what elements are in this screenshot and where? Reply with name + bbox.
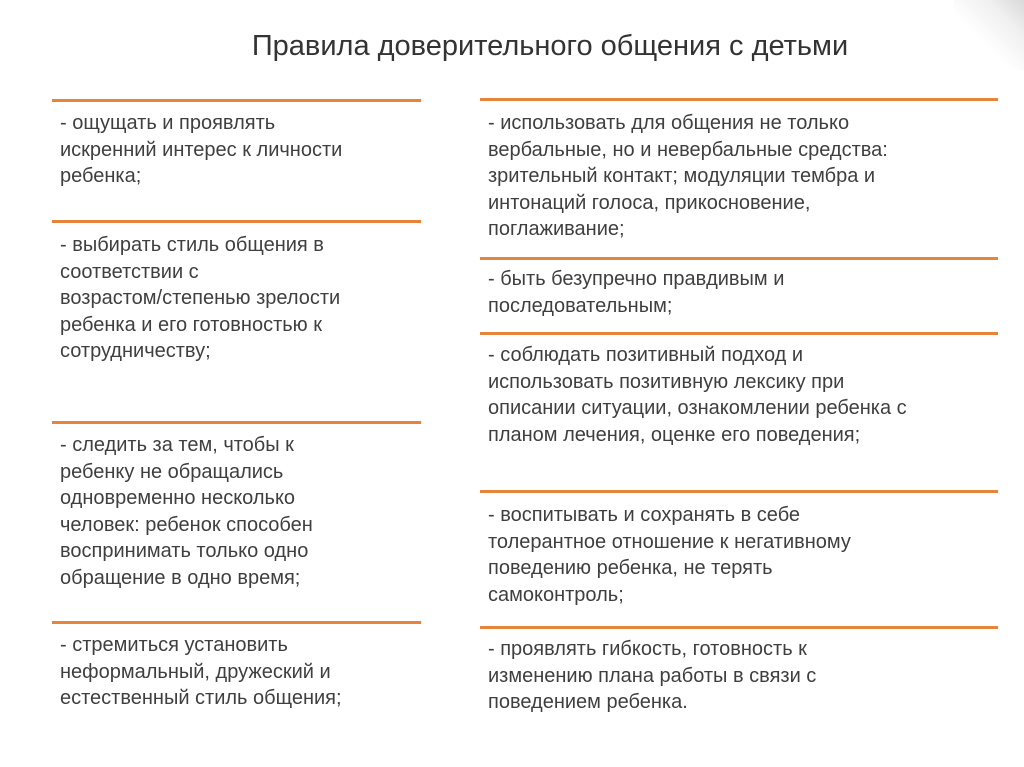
rule-line-text: изменению плана работы в связи с bbox=[488, 664, 817, 687]
left-separator-2 bbox=[52, 220, 421, 223]
right-rule-3 bbox=[488, 342, 907, 448]
rule-line-text: интонаций голоса, прикосновение, bbox=[488, 191, 811, 214]
left-rule-4 bbox=[60, 632, 342, 712]
rule-line-text: зрительный контакт; модуляции тембра и bbox=[488, 165, 876, 187]
rule-line-text: одновременно несколько bbox=[60, 487, 296, 509]
rule-line-text: ребенка; bbox=[60, 165, 142, 187]
left-rule-2 bbox=[60, 232, 340, 365]
left-rule-3 bbox=[60, 432, 313, 591]
rule-line-text: соответствии с bbox=[60, 260, 199, 283]
right-rule-1 bbox=[488, 110, 888, 243]
rule-line-text: искренний интерес к личности bbox=[60, 138, 343, 161]
right-separator-2 bbox=[480, 257, 998, 260]
rule-line-text: поведением ребенка. bbox=[488, 691, 688, 713]
left-separator-3 bbox=[52, 421, 421, 424]
rule-line-text: возрастом/степенью зрелости bbox=[60, 287, 341, 309]
rule-line-text: - ощущать и проявлять bbox=[60, 112, 276, 134]
right-rule-5 bbox=[488, 636, 816, 716]
rule-line-text: последовательным; bbox=[488, 294, 673, 317]
rule-line-text: - выбирать стиль общения в bbox=[60, 234, 324, 256]
rule-line-text: человек: ребенок способен bbox=[60, 513, 313, 536]
rule-line-text: неформальный, дружеский и bbox=[60, 660, 331, 683]
right-separator-5 bbox=[480, 626, 998, 629]
right-rule-2 bbox=[488, 266, 784, 319]
rule-line-text: - следить за тем, чтобы к bbox=[60, 434, 294, 456]
rule-line-text: воспринимать только одно bbox=[60, 540, 309, 562]
left-separator-1 bbox=[52, 99, 421, 102]
rule-line-text: естественный стиль общения; bbox=[60, 687, 342, 709]
rule-line-text: сотрудничеству; bbox=[60, 340, 211, 362]
left-separator-4 bbox=[52, 621, 421, 624]
rule-line-text: толерантное отношение к негативному bbox=[488, 530, 851, 553]
rule-line-text: планом лечения, оценке его поведения; bbox=[488, 423, 861, 446]
rule-line-text: - проявлять гибкость, готовность к bbox=[488, 638, 807, 660]
rule-line-text: - соблюдать позитивный подход и bbox=[488, 344, 804, 366]
right-separator-1 bbox=[480, 98, 998, 101]
rule-line-text: - использовать для общения не только bbox=[488, 112, 850, 134]
rule-line-text: - стремиться установить bbox=[60, 634, 288, 656]
rule-line-text: обращение в одно время; bbox=[60, 566, 301, 589]
rule-line-text: - воспитывать и сохранять в себе bbox=[488, 504, 801, 526]
rule-line-text: описании ситуации, ознакомлении ребенка с bbox=[488, 397, 907, 419]
right-separator-3 bbox=[480, 332, 998, 335]
rule-line-text: - быть безупречно правдивым и bbox=[488, 268, 785, 290]
rule-line-text: ребенку не обращались bbox=[60, 460, 284, 483]
rule-line-text: использовать позитивную лексику при bbox=[488, 370, 845, 393]
rule-line-text: самоконтроль; bbox=[488, 583, 624, 606]
rule-line-text: поглаживание; bbox=[488, 218, 625, 240]
rule-line-text: вербальные, но и невербальные средства: bbox=[488, 138, 888, 161]
rule-line-text: поведению ребенка, не терять bbox=[488, 557, 773, 579]
right-separator-4 bbox=[480, 490, 998, 493]
right-rule-4 bbox=[488, 502, 851, 608]
page-title: Правила доверительного общения с детьми bbox=[251, 30, 849, 62]
left-rule-1 bbox=[60, 110, 342, 190]
rule-line-text: ребенка и его готовностью к bbox=[60, 313, 322, 336]
